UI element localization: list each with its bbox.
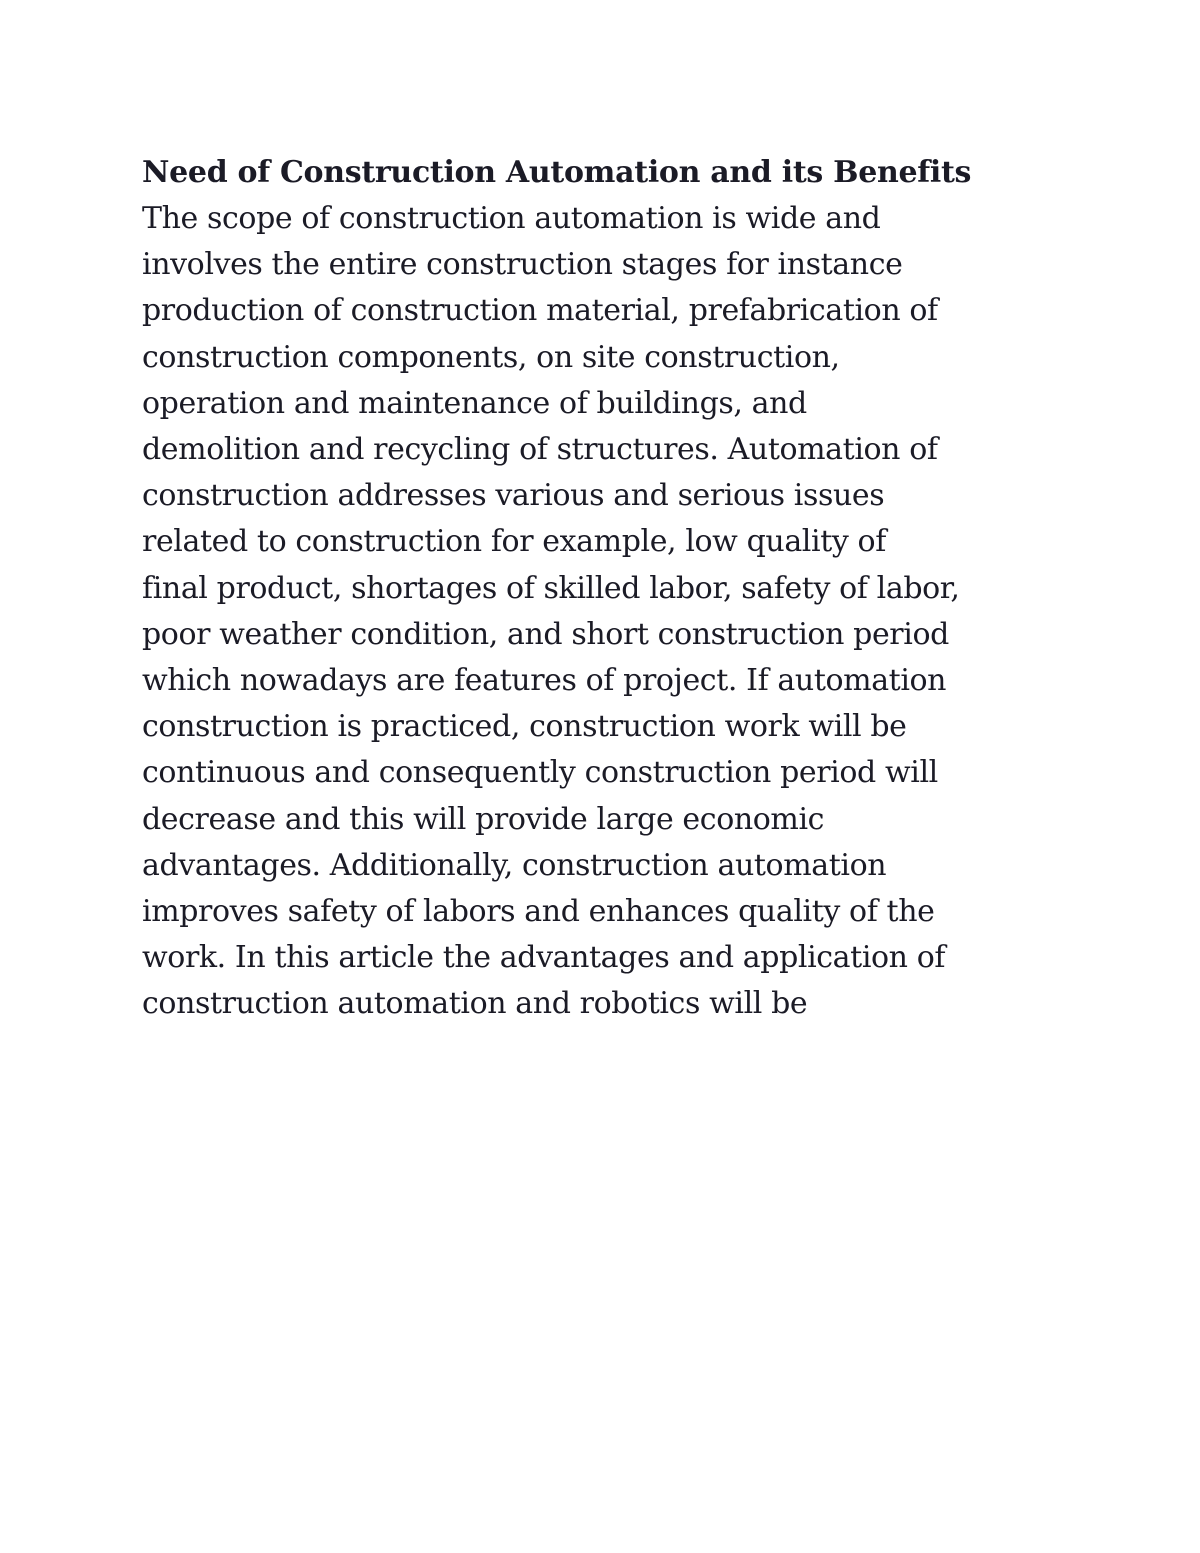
body-line: improves safety of labors and enhances quality of the: [142, 894, 935, 930]
body-line: production of construction material, prefabrication of: [142, 293, 938, 329]
body-line: continuous and consequently construction period will: [142, 755, 938, 791]
body-line: final product, shortages of skilled labor, safety of labor,: [142, 570, 960, 606]
body-line: construction is practiced, construction work will be: [142, 709, 907, 745]
body-line: involves the entire construction stages for instance: [142, 247, 903, 283]
body-line: demolition and recycling of structures. Automation of: [142, 432, 938, 468]
document-content: [142, 150, 1082, 1028]
body-line: poor weather condition, and short construction period: [142, 616, 949, 652]
body-line: construction addresses various and serious issues: [142, 478, 885, 514]
body-line: operation and maintenance of buildings, and: [142, 385, 807, 421]
body-line: construction automation and robotics will be: [142, 986, 808, 1022]
body-line: advantages. Additionally, construction automation: [142, 847, 887, 883]
document-body: [142, 196, 1082, 1028]
body-line: The scope of construction automation is wide and: [142, 201, 881, 236]
body-line: construction components, on site construction,: [142, 339, 840, 375]
body-line: work. In this article the advantages and application of: [142, 940, 946, 976]
body-line: decrease and this will provide large economic: [142, 801, 825, 837]
body-line: which nowadays are features of project. If automation: [142, 663, 947, 699]
body-line: related to construction for example, low quality of: [142, 524, 886, 560]
document-heading: Need of Construction Automation and its Benefits: [142, 155, 972, 190]
